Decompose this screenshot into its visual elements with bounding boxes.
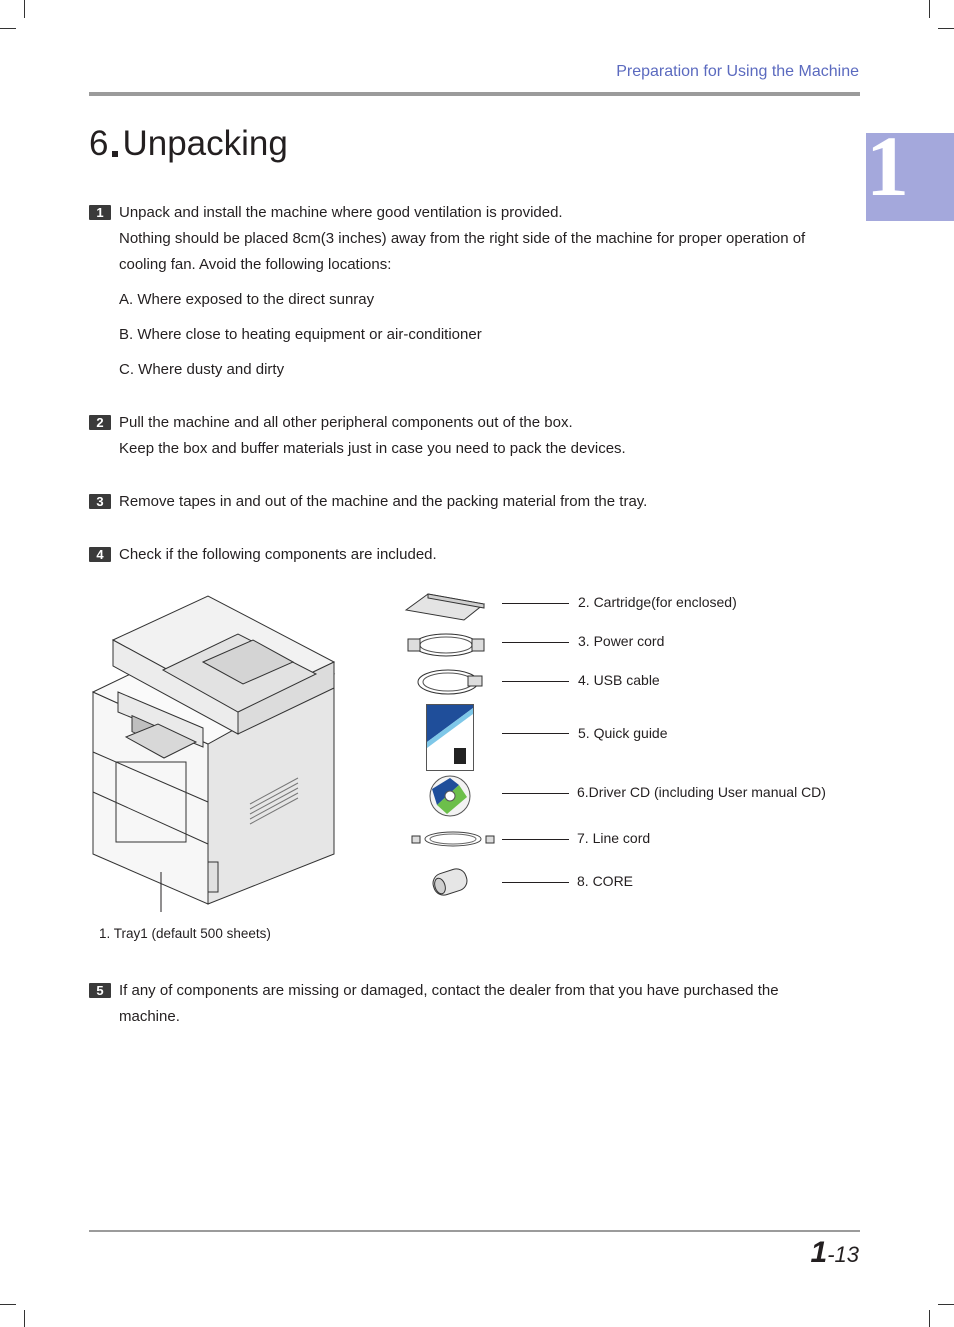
component-label: 7. Line cord xyxy=(577,830,651,846)
component-label: 3. Power cord xyxy=(578,633,665,649)
leader-line xyxy=(502,733,569,734)
step-number: 4 xyxy=(89,547,111,562)
crop-mark xyxy=(0,28,16,29)
component-label: 4. USB cable xyxy=(578,672,660,688)
leader-line xyxy=(502,681,569,682)
title-number: 6 xyxy=(89,124,109,163)
chapter-tab xyxy=(866,118,954,221)
step-text: Pull the machine and all other peripheral components out of the box. xyxy=(119,414,573,431)
step-text: If any of components are missing or damaged, contact the dealer from that you have purchased the xyxy=(119,982,779,999)
location-item: A. Where exposed to the direct sunray xyxy=(119,291,375,308)
page-index: -13 xyxy=(827,1242,859,1267)
header-divider xyxy=(89,92,860,96)
usb-cable-icon xyxy=(412,666,486,698)
leader-line xyxy=(502,603,569,604)
leader-line xyxy=(502,642,569,643)
step-text: Check if the following components are included. xyxy=(119,546,437,563)
component-label: 2. Cartridge(for enclosed) xyxy=(578,594,737,610)
crop-mark xyxy=(0,1304,16,1305)
component-label: 8. CORE xyxy=(577,873,634,889)
quick-guide-icon xyxy=(426,704,474,771)
location-item: C. Where dusty and dirty xyxy=(119,361,285,378)
component-label-tray: 1. Tray1 (default 500 sheets) xyxy=(99,926,271,941)
step-text: Unpack and install the machine where good ventilation is provided. xyxy=(119,204,563,221)
driver-cd-icon xyxy=(429,775,471,817)
leader-line xyxy=(502,882,569,883)
printer-illustration xyxy=(88,592,344,912)
page-chapter: 1 xyxy=(810,1236,828,1269)
page-title xyxy=(89,124,288,164)
chapter-tab-number: 1 xyxy=(866,118,909,214)
step-number: 5 xyxy=(89,983,111,998)
crop-mark xyxy=(929,0,930,18)
component-label: 5. Quick guide xyxy=(578,725,668,741)
component-label: 6.Driver CD (including User manual CD) xyxy=(577,784,826,800)
section-header: Preparation for Using the Machine xyxy=(616,63,859,80)
title-text: Unpacking xyxy=(122,124,288,163)
footer-divider xyxy=(89,1230,860,1232)
crop-mark xyxy=(24,1310,25,1327)
step-text: machine. xyxy=(119,1008,180,1025)
crop-mark xyxy=(929,1310,930,1327)
crop-mark xyxy=(24,0,25,18)
crop-mark xyxy=(938,28,954,29)
step-text: Remove tapes in and out of the machine and the packing material from the tray. xyxy=(119,493,648,510)
core-icon xyxy=(427,865,473,899)
step-text: Keep the box and buffer materials just in case you need to pack the devices. xyxy=(119,440,626,457)
line-cord-icon xyxy=(410,828,496,850)
title-dot xyxy=(112,151,118,157)
leader-line xyxy=(502,793,569,794)
power-cord-icon xyxy=(406,629,486,661)
step-number: 1 xyxy=(89,205,111,220)
step-text: cooling fan. Avoid the following locations: xyxy=(119,256,392,273)
location-item: B. Where close to heating equipment or air-conditioner xyxy=(119,326,482,343)
step-number: 3 xyxy=(89,494,111,509)
step-number: 2 xyxy=(89,415,111,430)
leader-line xyxy=(502,839,569,840)
page-number xyxy=(811,1236,859,1270)
cartridge-icon xyxy=(404,590,486,622)
step-text: Nothing should be placed 8cm(3 inches) away from the right side of the machine for proper operation of xyxy=(119,230,806,247)
crop-mark xyxy=(938,1304,954,1305)
